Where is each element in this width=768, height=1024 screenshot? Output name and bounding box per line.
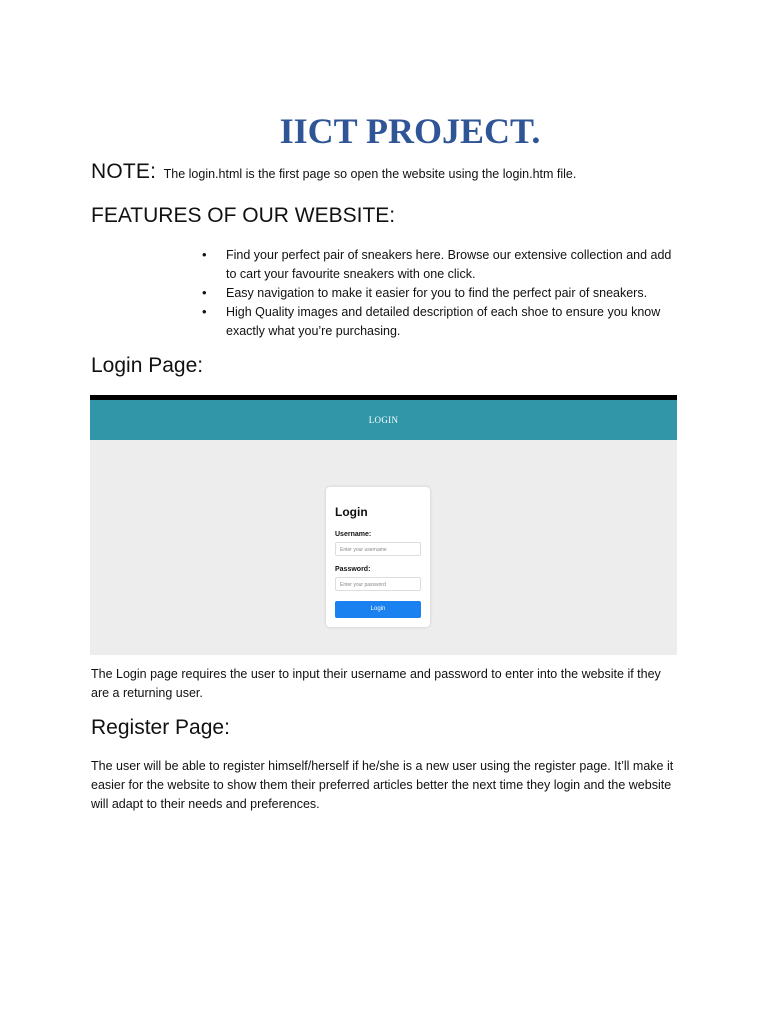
login-card-title: Login xyxy=(335,505,368,519)
login-page-description: The Login page requires the user to input their username and password to enter into the website if they are a returning user. xyxy=(91,667,661,700)
document-title: IICT PROJECT. xyxy=(279,111,541,151)
note-text: The login.html is the first page so open the website using the login.htm file. xyxy=(163,167,577,181)
list-item: • Find your perfect pair of sneakers here. Browse our extensive collection and add to cart your favourite sneakers with one click. xyxy=(202,247,672,281)
bullet-icon: • xyxy=(202,285,207,301)
screenshot-nav-title: LOGIN xyxy=(368,415,399,425)
username-label: Username: xyxy=(335,531,372,538)
screenshot-navbar xyxy=(90,400,677,440)
password-field: Enter your password xyxy=(335,577,421,591)
login-button: Login xyxy=(335,601,421,618)
list-item: • Easy navigation to make it easier for you to find the perfect pair of sneakers. xyxy=(202,284,682,303)
bullet-icon: • xyxy=(202,304,207,320)
note-label: NOTE: xyxy=(91,160,157,183)
login-card xyxy=(326,487,430,627)
features-heading: FEATURES OF OUR WEBSITE: xyxy=(91,204,396,227)
password-label: Password: xyxy=(335,566,371,573)
features-list xyxy=(202,246,682,341)
login-page-screenshot xyxy=(90,395,677,655)
login-page-heading: Login Page: xyxy=(91,354,204,377)
register-page-heading: Register Page: xyxy=(91,716,230,739)
bullet-icon: • xyxy=(202,247,207,262)
list-item: • High Quality images and detailed description of each shoe to ensure you know exactly what you’re purchasing. xyxy=(202,304,661,339)
note-line xyxy=(91,160,576,184)
register-page-description: The user will be able to register himself/herself if he/she is a new user using the register page. It’ll make it easier for the website to show them their preferred articles better the next time they login and the website will adapt to their needs and preferences. xyxy=(91,759,674,811)
username-field: Enter your username xyxy=(335,542,421,556)
